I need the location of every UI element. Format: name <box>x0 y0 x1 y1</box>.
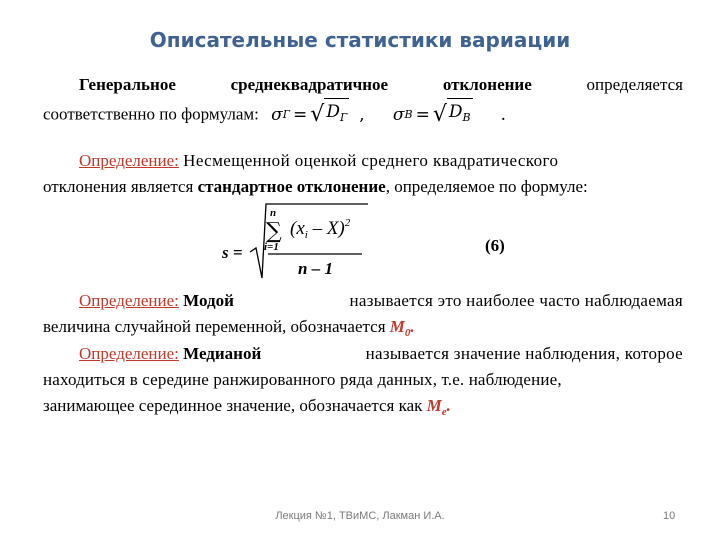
p4-bold: Медианой <box>183 344 262 363</box>
footer-text: Лекция №1, ТВиМС, Лакман И.А. <box>275 510 445 522</box>
formula-standard-deviation <box>220 200 370 282</box>
p1-line2-text: соответственно по формулам: <box>43 104 259 124</box>
sum-upper: n <box>270 207 277 219</box>
sqrt-icon: √ <box>432 101 447 127</box>
p1-line2 <box>43 98 683 131</box>
formula-sigma-sample <box>393 98 506 131</box>
p3-text2: величина случайной переменной, обозначается <box>43 317 386 336</box>
numerator-body: $(x_i - X)^2$ <box>290 217 351 241</box>
paragraph-mode <box>43 288 683 346</box>
sigma-b-rad-sub: В <box>462 111 471 124</box>
sigma-g-sub: Г <box>282 107 291 121</box>
p2-text1: Несмещенной оценкой среднего квадратического <box>183 151 559 170</box>
p1-word3: отклонение <box>442 75 532 94</box>
p4-line3 <box>43 393 683 425</box>
definition-label: Определение: <box>79 344 179 363</box>
sigma-b-equals: = <box>415 104 430 125</box>
definition-label: Определение: <box>79 291 179 310</box>
sigma-b-sub: В <box>404 107 413 121</box>
p4-text2: находиться в середине ранжированного ряда данных, т.е. наблюдение, <box>43 370 562 389</box>
p4-text1: называется значение наблюдения, которое <box>365 344 683 363</box>
p2-line1 <box>43 148 683 174</box>
p4-line2 <box>43 367 683 393</box>
sum-icon: ∑ <box>266 219 282 244</box>
median-symbol: $M_e$. <box>426 396 451 418</box>
formula-sigma-general <box>271 98 389 131</box>
mode-symbol: $M_0$. <box>389 317 415 339</box>
p1-word1: Генеральное <box>79 75 176 94</box>
sum-lower: i=1 <box>264 241 279 253</box>
sigma-b-rad: D <box>448 102 463 122</box>
page-number: 10 <box>663 510 676 522</box>
p4-text3: занимающее серединное значение, обозначается как <box>43 396 423 415</box>
definition-label: Определение: <box>79 151 179 170</box>
equation-number: (6) <box>485 236 505 255</box>
sigma-b-symbol: σ <box>392 104 405 125</box>
sqrt-icon: √ <box>310 101 325 127</box>
p4-line1 <box>43 341 683 367</box>
p2-bold: стандартное отклонение <box>197 177 386 196</box>
sigma-b-radicand <box>447 98 473 131</box>
denominator: n – 1 <box>298 259 333 278</box>
sigma-g-rad-sub: Г <box>339 111 348 124</box>
sigma-g-symbol: σ <box>271 104 283 125</box>
p3-bold: Модой <box>183 291 234 310</box>
p2-text2b: , определяемое по формуле: <box>385 177 588 196</box>
p1-line1 <box>43 72 683 98</box>
p1-word2: среднеквадратичное <box>230 75 389 94</box>
paragraph-general-deviation <box>43 72 683 131</box>
sigma-g-rad: D <box>326 102 340 122</box>
p2-text2a: отклонения является <box>43 177 198 196</box>
sigma-b-period: . <box>500 104 507 125</box>
sigma-g-comma: , <box>359 104 365 125</box>
p2-line2 <box>43 174 683 200</box>
p3-text1: называется это наиболее часто наблюдаемая <box>349 291 683 310</box>
sigma-g-equals: = <box>293 104 308 125</box>
paragraph-median <box>43 341 683 425</box>
paragraph-standard-deviation <box>43 148 683 200</box>
slide-title: Описательные статистики вариации <box>149 28 571 52</box>
formula-s-lhs: s = <box>222 243 243 262</box>
p1-word4: определяется <box>586 75 683 94</box>
sigma-g-radicand <box>324 98 349 131</box>
p3-line1 <box>43 288 683 314</box>
